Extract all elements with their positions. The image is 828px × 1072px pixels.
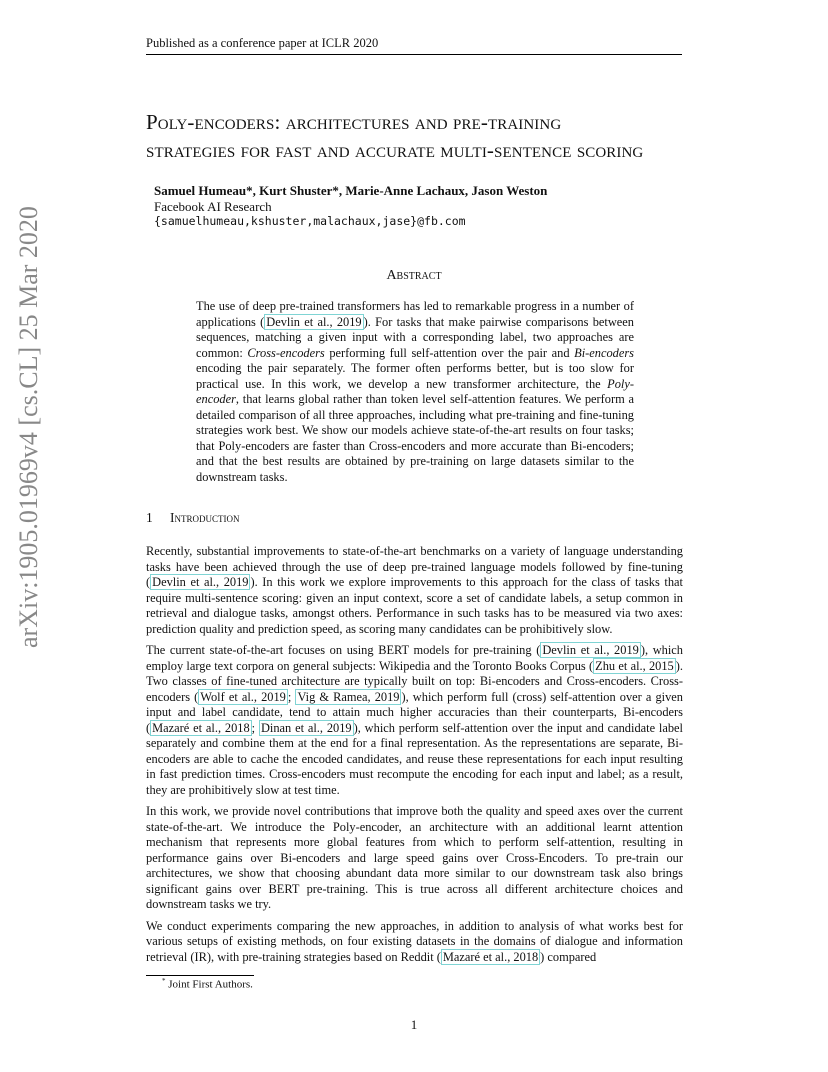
abstract-text-run: ). For tasks that make pairwise comparisons between sequences, matching a given input with a corresponding label, two approaches are common: — [196, 314, 634, 360]
term-bi-encoders: Bi-encoders — [574, 345, 634, 360]
text-run: ; — [251, 720, 259, 735]
text-run: ), which perform full (cross) self-attention over a given input and label candidate, tend to attain much higher accuracies than their counterparts, Bi-encoders ( — [146, 689, 683, 735]
paragraph-2 — [146, 643, 683, 798]
author-names: Samuel Humeau*, Kurt Shuster*, Marie-Anne Lachaux, Jason Weston — [154, 183, 548, 198]
term-poly-encoder: Poly-encoder — [196, 376, 634, 406]
citation-link[interactable]: Dinan et al., 2019 — [260, 720, 352, 735]
section-heading — [146, 510, 240, 526]
paragraph-1 — [146, 544, 683, 637]
title-line-1: Poly-encoders: architectures and pre-training — [146, 110, 562, 134]
text-run: ), which employ large text corpora on general subjects: Wikipedia and the Toronto Books Corpus ( — [146, 643, 683, 673]
abstract-text-run: encoding the pair separately. The former often performs better, but is too slow for practical use. In this work, we develop a new transformer architecture, the — [196, 361, 634, 391]
abstract-text-run: performing full self-attention over the pair and — [324, 345, 575, 360]
text-run: We conduct experiments comparing the new approaches, in addition to analysis of what works best for various setups of existing methods, on four existing datasets in the domains of dialogue and information retrieval (IR), with pre-training strategies based on Reddit ( — [146, 918, 683, 964]
text-run: ) compared — [540, 949, 597, 964]
term-cross-encoders: Cross-encoders — [247, 345, 325, 360]
citation-link[interactable]: Devlin et al., 2019 — [266, 314, 362, 329]
text-run: ; — [287, 689, 296, 704]
running-header: Published as a conference paper at ICLR 2020 — [146, 36, 682, 55]
title-line-2: strategies for fast and accurate multi-sentence scoring — [146, 138, 644, 162]
footnote — [162, 977, 253, 991]
paragraph-3: In this work, we provide novel contributions that improve both the quality and speed axes over the current state-of-the-art. We introduce the Poly-encoder, an architecture with an additional learnt attention mechanism that represents more global features from which to perform self-attention, resulting in performance gains over Bi-encoders and large speed gains over Cross-Encoders. To pre-train our architectures, we show that choosing abundant data more similar to our downstream task also brings significant gains over BERT pre-training. This is true across all different architecture choices and downstream tasks we try. — [146, 804, 683, 911]
page-number: 1 — [410, 1017, 418, 1032]
arxiv-identifier-text: arXiv:1905.01969v4 [cs.CL] 25 Mar 2020 — [14, 206, 43, 648]
text-run: Recently, substantial improvements to state-of-the-art benchmarks on a variety of language understanding tasks have been achieved through the use of deep pre-trained language models followed by fine-tuning ( — [146, 544, 683, 589]
paragraph-4 — [146, 919, 683, 966]
section-title: Introduction — [170, 510, 240, 525]
abstract-text-run: The use of deep pre-trained transformers has led to remarkable progress in a number of applications ( — [196, 299, 634, 329]
paper-title — [146, 108, 706, 164]
abstract-text-run: , that learns global rather than token level self-attention features. We perform a detailed comparison of all three approaches, including what pre-training and fine-tuning strategies work best. We show our models achieve state-of-the-art results on four tasks; that Poly-encoders are faster than Cross-encoders and more accurate than Bi-encoders; and that the best results are obtained by pre-training on large datasets similar to the downstream tasks. — [196, 392, 634, 484]
abstract-heading: Abstract — [386, 268, 442, 283]
abstract-text — [196, 299, 634, 485]
text-run: ), which perform self-attention over the input and candidate label separately and combine them at the end for a final representation. As the representations are separate, Bi-encoders are able to cache the encoded candidates, and reuse these representations for each input resulting in fast prediction times. Cross-encoders must recompute the encoding for each input and label; as a result, they are prohibitively slow at test time. — [146, 720, 683, 797]
author-block — [154, 183, 547, 230]
citation-link[interactable]: Wolf et al., 2019 — [200, 689, 286, 704]
citation-link[interactable]: Devlin et al., 2019 — [542, 643, 639, 657]
footnote-divider — [146, 975, 254, 976]
citation-link[interactable]: Mazaré et al., 2018 — [442, 949, 539, 964]
footnote-text: Joint First Authors. — [168, 978, 253, 991]
introduction-body — [146, 544, 683, 971]
text-run: ). In this work we explore improvements to this approach for the class of tasks that require multi-sentence scoring: given an input context, score a set of candidate labels, a setup common in retrieval and dialogue tasks, amongst others. Performance in such tasks has to be measured via two axes: prediction quality and prediction speed, as scoring many candidates can be prohibitively slow. — [146, 575, 683, 636]
author-affiliation: Facebook AI Research — [154, 198, 272, 214]
text-run: ). Two classes of fine-tuned architecture are typically built on top: Bi-encoders and Cross-encoders. Cross-encoders ( — [146, 658, 683, 704]
footnote-mark: * — [162, 977, 166, 985]
section-number: 1 — [146, 510, 153, 525]
text-run: The current state-of-the-art focuses on using BERT models for pre-training ( — [146, 643, 541, 657]
author-email: {samuelhumeau,kshuster,malachaux,jase}@fb.com — [154, 214, 466, 228]
citation-link[interactable]: Mazaré et al., 2018 — [152, 720, 250, 735]
citation-link[interactable]: Zhu et al., 2015 — [595, 658, 674, 673]
citation-link[interactable]: Devlin et al., 2019 — [152, 575, 249, 589]
citation-link[interactable]: Vig & Ramea, 2019 — [297, 689, 400, 704]
